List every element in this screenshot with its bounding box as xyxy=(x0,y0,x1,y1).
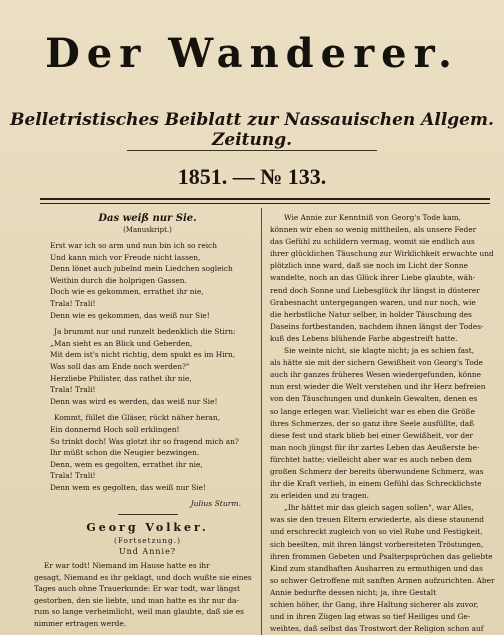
story-line: ihr die Kraft verlieh, in einem Gefühl das Schrecklichste xyxy=(270,479,482,489)
poem-stanza-3 xyxy=(40,412,255,493)
poem-line: Doch wie es gekommen, errathet ihr nie, xyxy=(50,287,204,297)
story-line: Daseins fortbestanden, nachdem ihnen längst der Todes- xyxy=(270,321,484,331)
poem-subtitle: (Manuskript.) xyxy=(123,226,172,234)
poem-line: So trinkt doch! Was glotzt ihr so fragend mich an? xyxy=(50,436,239,446)
story-line: können wir eben so wenig mittheilen, als unsere Feder xyxy=(270,225,477,235)
masthead-subtitle: Belletristisches Beiblatt zur Nassauischen Allgem. Zeitung. xyxy=(10,110,494,150)
story-line: plötzlich inne ward, daß sie noch im Licht der Sonne xyxy=(270,261,469,271)
story-line: und erschreckt zugleich von so viel Ruhe und Festigkeit, xyxy=(270,527,483,537)
story-line: fürchtet hatte; vielleicht aber war es auch neben dem xyxy=(270,454,472,464)
masthead-rule xyxy=(127,150,377,151)
story-line: und in ihren Zügen lag etwas so tief Heiliges und Ge- xyxy=(270,612,471,622)
story-line: Annie bedurfte dessen nicht; ja, ihre Gestalt xyxy=(270,587,437,597)
story-line: gestorben, den sie liebte, und man hatte es ihr nur da- xyxy=(34,595,239,605)
poem-line: Denn, wem es gegolten, errathet ihr nie, xyxy=(50,459,203,469)
story-line: ihres Schmerzes, der so ganz ihre Seele ausfüllte, daß xyxy=(270,418,475,428)
header-double-rule xyxy=(40,198,490,204)
story-line: sich beeilten, mit ihren längst vorbereiteten Tröstungen, xyxy=(270,539,484,549)
story-line: auch ihr ganzes früheres Wesen wiedergefunden, könne xyxy=(270,370,482,380)
poem-line: Ihr müßt schon die Neugier bezwingen. xyxy=(50,448,200,458)
poem-stanza-1 xyxy=(40,240,255,321)
story-line: rum so lange verheimlicht, weil man glaubte, daß sie es xyxy=(34,607,244,617)
story-line: man noch jüngst für ihr zartes Leben das Aeußerste be- xyxy=(270,442,480,452)
poem-line: „Man sieht es an Blick und Geberden, xyxy=(50,338,193,348)
poem-line: Denn lönet auch jubelnd mein Liedchen sogleich xyxy=(50,264,233,274)
column-divider xyxy=(261,208,262,635)
story-line: was sie den treuen Eltern erwiederte, als diese staunend xyxy=(270,515,484,525)
story-line: großen Schmerz der bereits überwundene Schmerz, was xyxy=(270,466,484,476)
poem-line: Trala! Trali! xyxy=(50,471,96,481)
story-line: das Gefühl zu schildern vermag, womit sie endlich aus xyxy=(270,237,475,247)
story-line: Tages auch ohne Trauerkunde: Er war todt, war längst xyxy=(34,584,240,594)
story-line: kuß des Lebens blühende Farbe abgestreift hatte. xyxy=(270,333,458,343)
poem-line: Herzliebe Philister, das rathet ihr nie, xyxy=(50,373,192,383)
story-line: schien höher, ihr Gang, ihre Haltung sicherer als zuvor, xyxy=(270,600,479,609)
story-line: von den Täuschungen und dunkeln Gewalten, denen es xyxy=(270,394,478,404)
story-line: wandelte, noch an das Glück ihrer Liebe glaubte, wäh- xyxy=(270,273,476,283)
story-line: „Ihr hättet mir das gleich sagen sollen", war Alles, xyxy=(284,503,474,513)
poem-line: Und kann mich vor Freude nicht lassen, xyxy=(50,252,201,262)
poem-line: Mit dem ist's nicht richtig, dem spukt es im Hirn, xyxy=(50,350,236,360)
section-separator xyxy=(118,514,178,515)
poem-line: Ein donnernd Hoch soll erklingen! xyxy=(50,424,180,434)
right-column xyxy=(270,212,500,635)
poem-line: Denn was wird es werden, das weiß nur Sie! xyxy=(50,396,218,406)
poem-stanza-2 xyxy=(40,326,255,407)
left-column xyxy=(34,212,255,632)
poem-title: Das weiß nur Sie. xyxy=(98,213,197,224)
poem-line: Ja brummt nur und runzelt bedenklich die Stirn: xyxy=(54,327,236,337)
story-line: diese fest und stark blieb bei einer Gewißheit, vor der xyxy=(270,430,474,440)
masthead-title: Der Wanderer. xyxy=(45,30,459,77)
story-line: rend doch Sonne und Liebesglück ihr längst in düsterer xyxy=(270,285,480,295)
story-line: ihrer glücklichen Täuschung zur Wirklichkeit erwachte und xyxy=(270,249,494,259)
story-body-left xyxy=(34,560,255,632)
story-chapter-heading: Und Annie? xyxy=(118,547,177,557)
story-line: die herbstliche Natur selber, in holder Täuschung des xyxy=(270,309,472,319)
issue-number: 1851. — № 133. xyxy=(177,164,327,189)
story-line: Er war todt! Niemand im Hause hatte es ihr xyxy=(44,561,210,571)
story-line: weihtes, daß selbst das Trostwort der Religion schon auf xyxy=(270,624,484,634)
story-line: Sie weinte nicht, sie klagte nicht; ja es schien fast, xyxy=(284,346,475,356)
story-line: Grabesnacht untergegangen waren, und nur noch, wie xyxy=(270,297,476,307)
story-line: nimmer ertragen werde. xyxy=(34,619,127,629)
poem-line: Erst war ich so arm und nun bin ich so reich xyxy=(50,241,217,250)
poem-line: Kommt, füllet die Gläser, rückt näher heran, xyxy=(54,413,221,423)
poem-line: Denn wie es gekommen, das weiß nur Sie! xyxy=(50,310,210,320)
story-line: zu erleiden und zu tragen. xyxy=(270,491,369,501)
poem-line: Trala! Trali! xyxy=(50,385,96,395)
poem-line: Denn wem es gegolten, das weiß nur Sie! xyxy=(50,482,206,492)
story-line: nun erst wieder die Welt verstehen und ihr Herz befreien xyxy=(270,382,486,392)
story-line: gesagt, Niemand es ihr geklagt, und doch wußte sie eines xyxy=(34,572,252,582)
story-continued: (Fortsetzung.) xyxy=(113,536,182,546)
story-line: Wie Annie zur Kenntniß von Georg's Tode kam, xyxy=(284,213,462,222)
poem-line: Weithin durch die holprigen Gassen. xyxy=(50,275,187,285)
story-line: als hätte sie mit der sichern Gewißheit von Georg's Tode xyxy=(270,358,483,368)
story-line: Kind zum standhaften Ausharren zu ermuthigen und das xyxy=(270,563,483,573)
story-line: ihren frommen Gebeten und Psalterpsprüchen das geliebte xyxy=(270,551,493,561)
story-line: so schwer Getroffene mit sanften Armen aufzurichten. Aber xyxy=(270,575,495,585)
poem-line: Trala! Trali! xyxy=(50,298,96,308)
story-title: Georg Volker. xyxy=(86,521,209,535)
poem-signature: Julius Sturm. xyxy=(190,499,241,509)
poem-line: Was soll das am Ende noch werden?" xyxy=(50,361,190,371)
story-line: so lange erlegen war. Vielleicht war es eben die Größe xyxy=(270,406,475,416)
